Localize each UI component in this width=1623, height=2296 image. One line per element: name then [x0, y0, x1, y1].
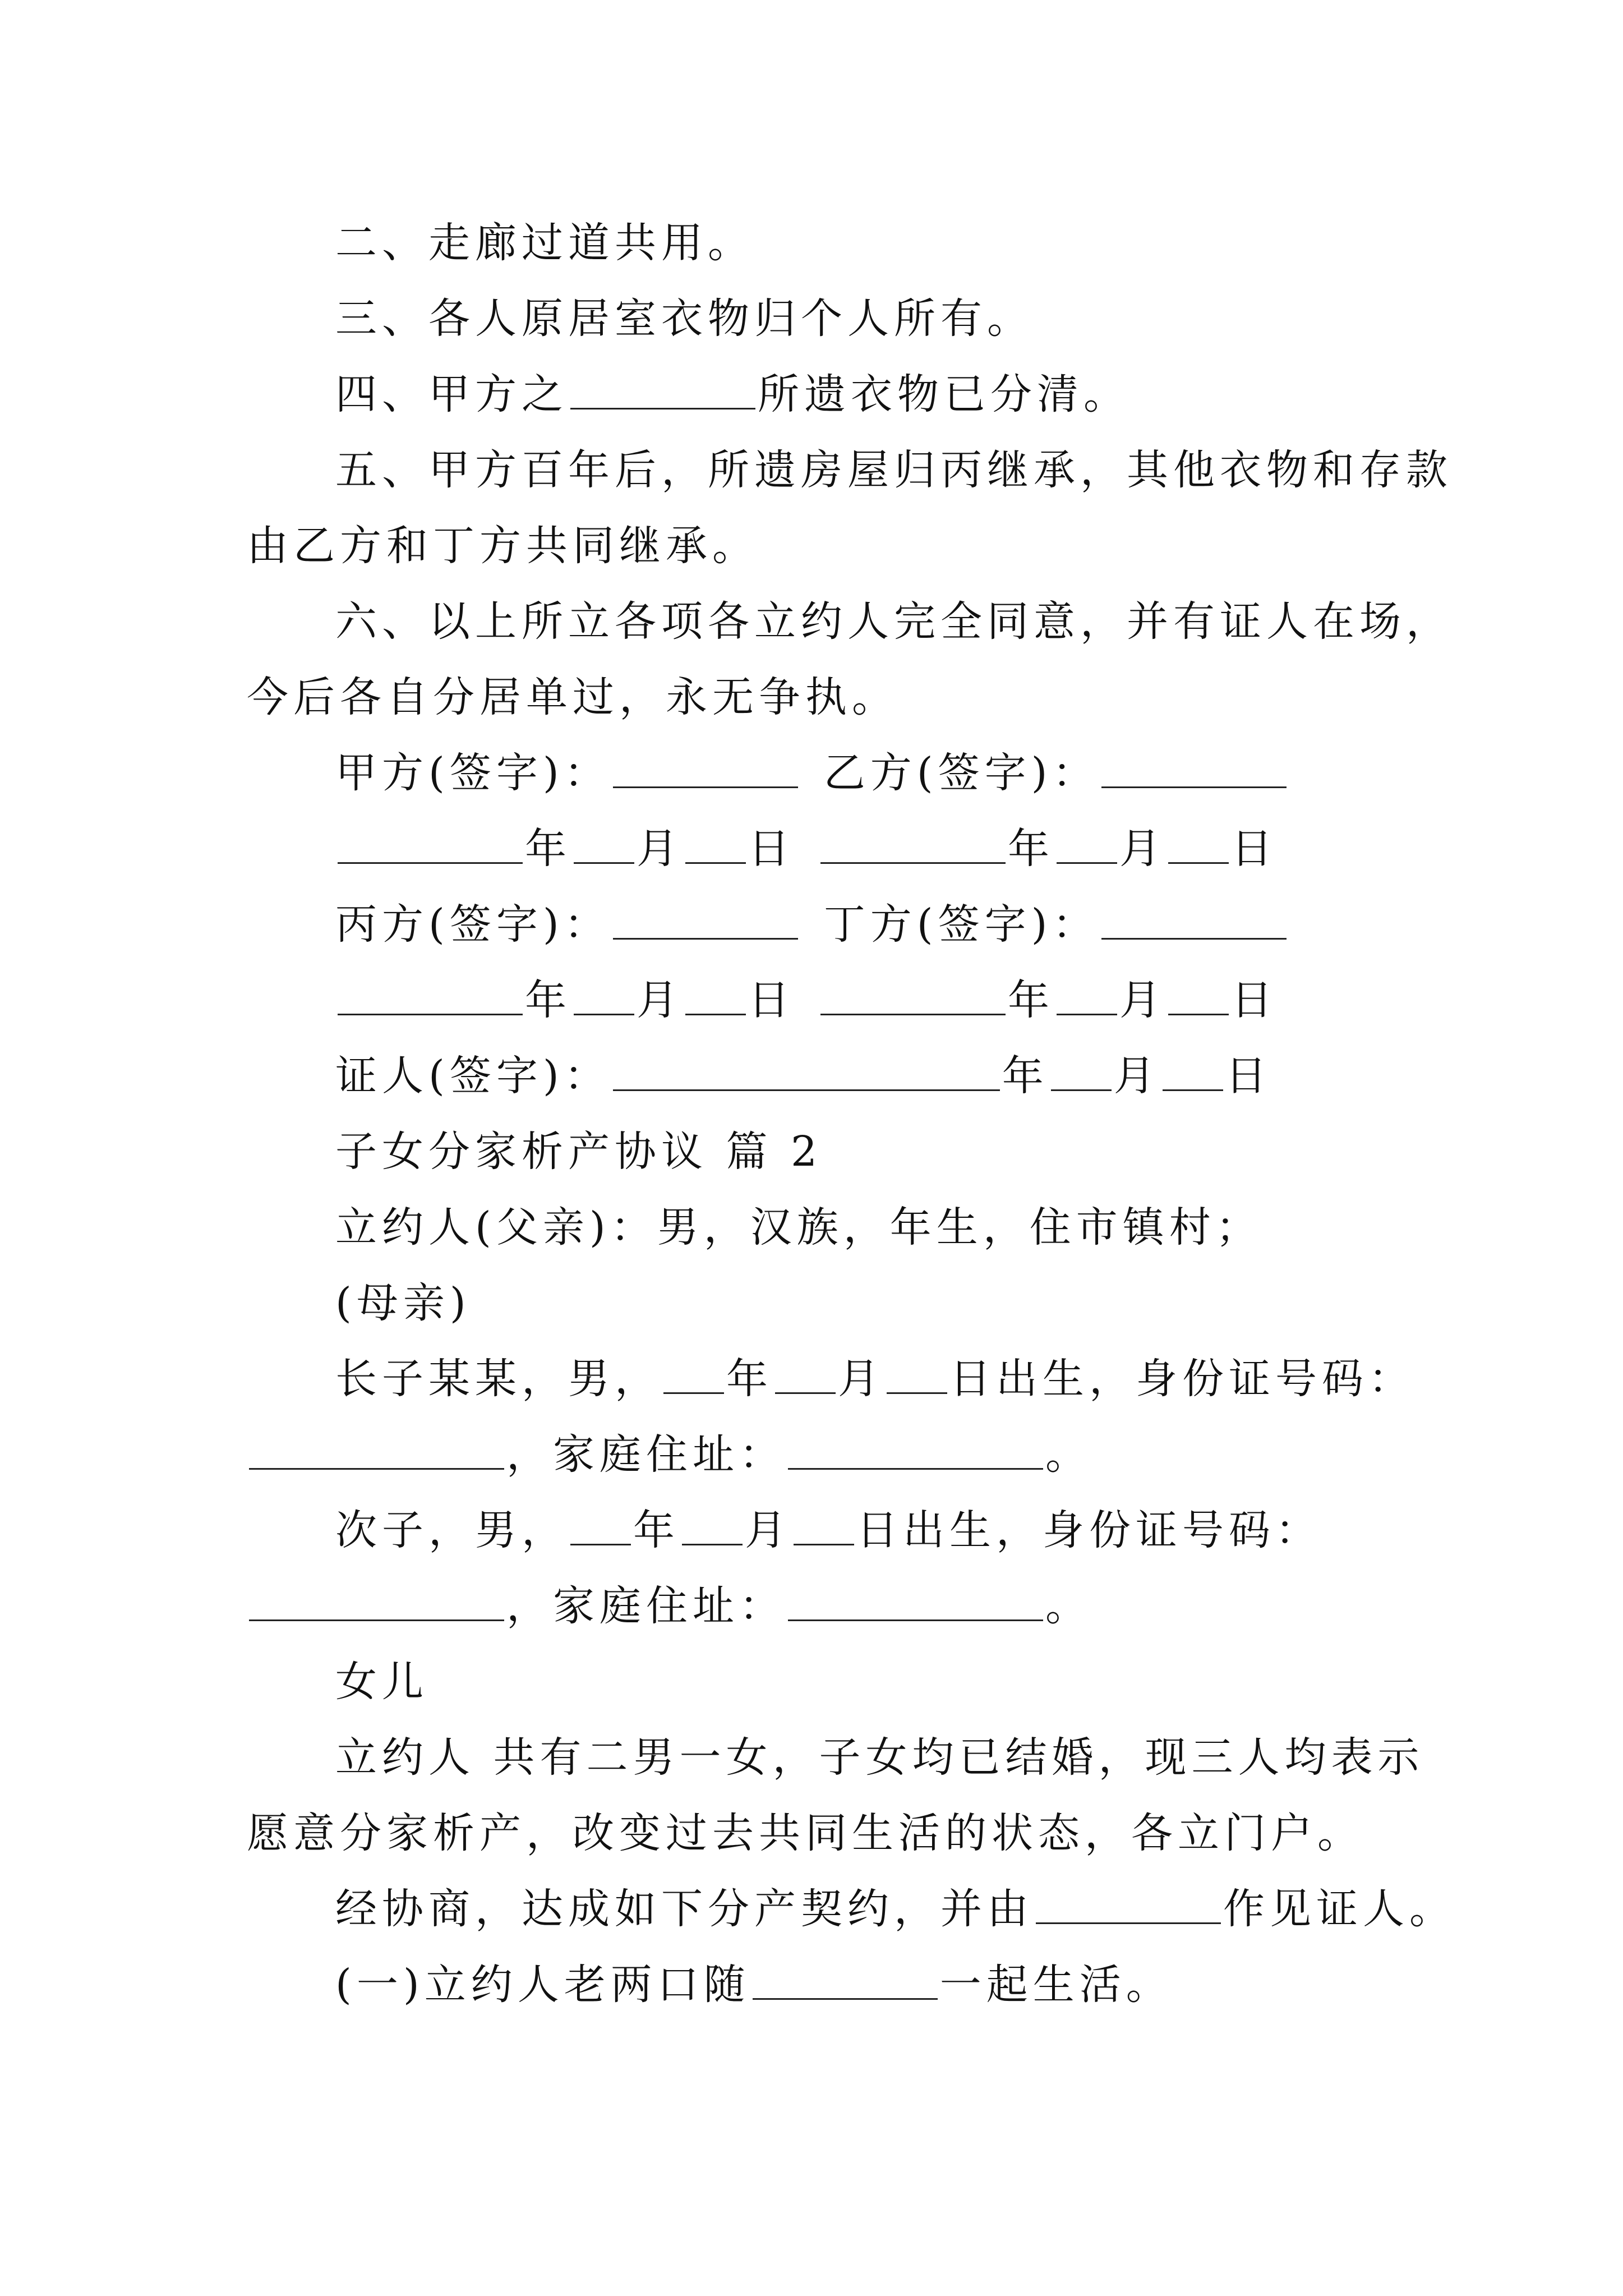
party-c-label: 丙方(签字)： — [335, 900, 611, 949]
day-label: 日 — [1231, 976, 1278, 1024]
year-label: 年 — [1008, 976, 1054, 1024]
date-row-1 — [335, 815, 1278, 882]
section-title-text: 子女分家析产协议 篇 2 — [335, 1128, 823, 1176]
eldest-son-line — [335, 1345, 1415, 1412]
year-blank — [338, 815, 523, 864]
clause-6-text-cont: 今后各自分居单过，永无争执。 — [247, 673, 898, 721]
month-blank — [574, 815, 634, 864]
second-son-line — [335, 1497, 1322, 1564]
day-label: 日 — [748, 825, 795, 873]
section-title — [335, 1118, 822, 1185]
eldest-son-text-b: 日出生，身份证号码： — [949, 1355, 1415, 1403]
eldest-son-cont — [247, 1421, 1092, 1488]
party-b-signature-blank — [1101, 739, 1287, 788]
day-blank — [1168, 967, 1229, 1015]
witness-label: 证人(签字)： — [335, 1052, 611, 1100]
year-blank — [820, 967, 1006, 1015]
day-blank — [685, 815, 746, 864]
month-blank — [775, 1345, 836, 1394]
paragraph-1-cont — [247, 1800, 1364, 1867]
year-blank — [663, 1345, 724, 1394]
clause-4-text-a: 四、甲方之 — [335, 370, 568, 418]
month-label: 月 — [745, 1506, 791, 1554]
month-label: 月 — [1113, 1052, 1160, 1100]
clause-4 — [335, 361, 1130, 428]
year-label: 年 — [525, 825, 571, 873]
year-label: 年 — [633, 1506, 680, 1554]
day-blank — [887, 1345, 947, 1394]
year-blank — [570, 1497, 631, 1545]
item-1 — [335, 1951, 1173, 2018]
witness-row — [335, 1042, 1272, 1110]
party-b-label: 乙方(签字)： — [823, 749, 1099, 797]
clause-3-text: 三、各人原居室衣物归个人所有。 — [335, 295, 1034, 343]
year-label: 年 — [1008, 825, 1054, 873]
year-blank — [338, 967, 523, 1015]
clause-5-text: 五、甲方百年后，所遗房屋归丙继承，其他衣物和存款 — [335, 446, 1453, 494]
eldest-son-text-a: 长子某某，男， — [335, 1355, 661, 1403]
day-blank — [685, 967, 746, 1015]
year-label: 年 — [525, 976, 571, 1024]
id-number-blank — [249, 1421, 504, 1470]
day-label: 日 — [748, 976, 795, 1024]
clause-3 — [335, 285, 1034, 352]
year-blank — [820, 815, 1006, 864]
paragraph-2 — [335, 1875, 1456, 1943]
clause-5-cont — [247, 512, 759, 579]
witness-signature-blank — [613, 1042, 1000, 1091]
clause-2 — [335, 209, 754, 277]
party-a-signature-blank — [613, 739, 798, 788]
paragraph-1-text-cont: 愿意分家析产，改变过去共同生活的状态，各立门户。 — [247, 1809, 1364, 1857]
month-blank — [574, 967, 634, 1015]
id-number-blank — [249, 1572, 504, 1621]
month-label: 月 — [637, 825, 683, 873]
day-blank — [1163, 1042, 1223, 1091]
second-son-cont — [247, 1572, 1092, 1640]
year-label: 年 — [1002, 1052, 1049, 1100]
month-label: 月 — [637, 976, 683, 1024]
clause-6-text: 六、以上所立各项各立约人完全同意，并有证人在场， — [335, 597, 1453, 646]
second-son-text-b: 日出生，身份证号码： — [856, 1506, 1322, 1554]
second-son-text-a: 次子，男， — [335, 1506, 568, 1554]
day-blank — [1168, 815, 1229, 864]
clause-4-text-b: 所遗衣物已分清。 — [758, 370, 1130, 418]
year-label: 年 — [726, 1355, 773, 1403]
day-blank — [794, 1497, 854, 1545]
paragraph-2-text-a: 经协商，达成如下分产契约，并由 — [335, 1885, 1034, 1933]
clause-6-cont — [247, 664, 898, 731]
party-c-signature-blank — [613, 891, 798, 940]
month-label: 月 — [1119, 976, 1166, 1024]
daughter-line — [335, 1648, 428, 1715]
father-line — [335, 1194, 1262, 1261]
party-d-label: 丁方(签字)： — [823, 900, 1099, 949]
clause-2-text: 二、走廊过道共用。 — [335, 219, 754, 267]
signature-row-2 — [335, 891, 1289, 958]
mother-text: (母亲) — [335, 1279, 471, 1327]
month-label: 月 — [838, 1355, 884, 1403]
signature-row-1 — [335, 739, 1289, 807]
day-label: 日 — [1225, 1052, 1272, 1100]
date-row-2 — [335, 967, 1278, 1034]
blank-field — [570, 361, 755, 409]
address-blank — [788, 1421, 1043, 1470]
clause-5-text-cont: 由乙方和丁方共同继承。 — [247, 522, 759, 570]
paragraph-1-text: 立约人 共有二男一女，子女均已结婚，现三人均表示 — [335, 1733, 1424, 1782]
item-1-text-a: (一)立约人老两口随 — [335, 1961, 750, 2009]
daughter-text: 女儿 — [335, 1658, 428, 1706]
mother-line — [335, 1269, 471, 1337]
period: 。 — [1045, 1582, 1092, 1630]
paragraph-2-text-b: 作见证人。 — [1223, 1885, 1456, 1933]
month-label: 月 — [1119, 825, 1166, 873]
father-text: 立约人(父亲)：男，汉族，年生，住市镇村； — [335, 1203, 1262, 1251]
address-blank — [788, 1572, 1043, 1621]
month-blank — [1057, 967, 1117, 1015]
month-blank — [682, 1497, 743, 1545]
day-label: 日 — [1231, 825, 1278, 873]
party-a-label: 甲方(签字)： — [335, 749, 611, 797]
month-blank — [1051, 1042, 1112, 1091]
period: 。 — [1045, 1430, 1092, 1479]
month-blank — [1057, 815, 1117, 864]
witness-name-blank — [1036, 1875, 1221, 1924]
party-d-signature-blank — [1101, 891, 1287, 940]
clause-6 — [335, 588, 1453, 655]
address-label: ，家庭住址： — [506, 1430, 786, 1479]
address-label: ，家庭住址： — [506, 1582, 786, 1630]
live-with-blank — [753, 1951, 938, 2000]
item-1-text-b: 一起生活。 — [939, 1961, 1173, 2009]
paragraph-1 — [335, 1724, 1424, 1791]
clause-5 — [335, 436, 1453, 504]
